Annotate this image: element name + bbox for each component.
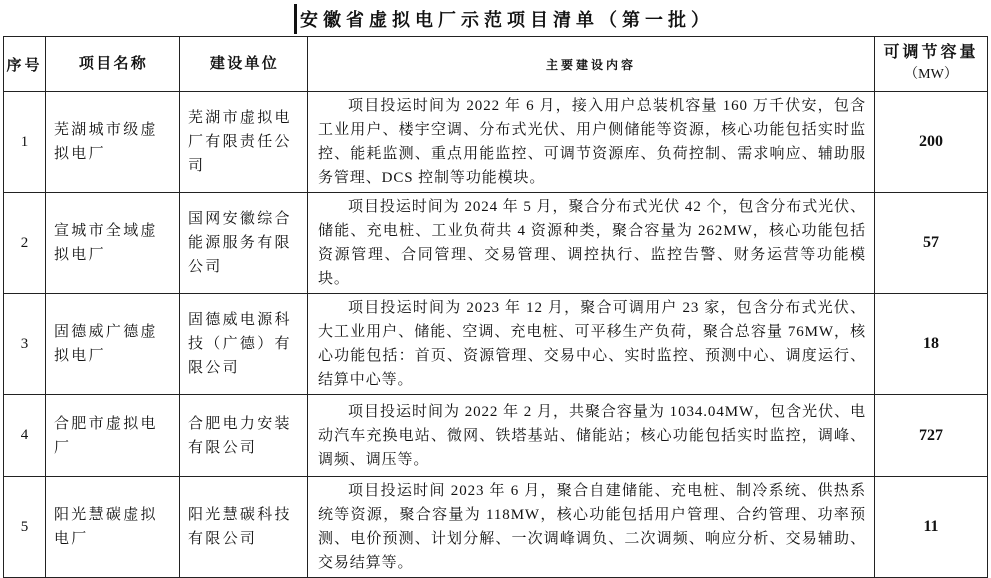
title-marker <box>294 4 297 34</box>
cell-content: 项目投运时间为 2022 年 2 月，共聚合容量为 1034.04MW，包含光伏、电动汽车充换电站、微网、铁塔基站、储能站；核心功能包括实时监控，调峰、调频、调压等。 <box>308 395 875 477</box>
cell-content: 项目投运时间 2023 年 6 月，聚合自建储能、充电桩、制冷系统、供热系统等资源，聚合容量为 118MW，核心功能包括用户管理、合约管理、功率预测、电价预测、计划分解、一次调峰调负、二次调频、响应分析、交易辅助、交易结算等。 <box>308 477 875 578</box>
cell-content: 项目投运时间为 2024 年 5 月，聚合分布式光伏 42 个，包含分布式光伏、储能、充电桩、工业负荷共 4 资源种类，聚合容量为 262MW，核心功能包括资源管理、合同管理、交易管理、调控执行、监控告警、财务运营等功能模块。 <box>308 193 875 294</box>
cell-capacity: 11 <box>875 477 988 578</box>
cell-name: 合肥市虚拟电厂 <box>46 395 180 477</box>
table-row <box>4 92 988 193</box>
cell-capacity: 727 <box>875 395 988 477</box>
cell-unit: 阳光慧碳科技有限公司 <box>180 477 308 578</box>
cell-seq: 5 <box>4 477 46 578</box>
cell-unit: 固德威电源科技（广德）有限公司 <box>180 294 308 395</box>
table-row <box>4 477 988 578</box>
table-header-row <box>4 37 988 92</box>
cell-name: 宣城市全域虚拟电厂 <box>46 193 180 294</box>
header-capacity <box>875 37 988 92</box>
project-table <box>3 36 988 578</box>
cell-unit: 芜湖市虚拟电厂有限责任公司 <box>180 92 308 193</box>
cell-unit: 合肥电力安装有限公司 <box>180 395 308 477</box>
cell-content: 项目投运时间为 2023 年 12 月，聚合可调用户 23 家，包含分布式光伏、大工业用户、储能、空调、充电桩、可平移生产负荷，聚合总容量 76MW，核心功能包括：首页、资源管理、交易中心、实时监控、预测中心、调度运行、结算中心等。 <box>308 294 875 395</box>
document-title: 安徽省虚拟电厂示范项目清单（第一批） <box>300 10 714 30</box>
table-row <box>4 294 988 395</box>
cell-content: 项目投运时间为 2022 年 6 月，接入用户总装机容量 160 万千伏安，包含工业用户、楼宇空调、分布式光伏、用户侧储能等资源，核心功能包括实时监控、能耗监测、重点用能监控、可调节资源库、负荷控制、需求响应、辅助服务管理、DCS 控制等功能模块。 <box>308 92 875 193</box>
header-name: 项目名称 <box>46 37 180 92</box>
header-capacity-label: 可调节容量 <box>883 44 979 61</box>
table-row <box>4 193 988 294</box>
cell-name: 阳光慧碳虚拟电厂 <box>46 477 180 578</box>
cell-capacity: 57 <box>875 193 988 294</box>
table-row <box>4 395 988 477</box>
cell-seq: 2 <box>4 193 46 294</box>
cell-seq: 3 <box>4 294 46 395</box>
cell-capacity: 200 <box>875 92 988 193</box>
header-capacity-unit: （MW） <box>904 67 958 82</box>
cell-capacity: 18 <box>875 294 988 395</box>
header-content: 主要建设内容 <box>308 37 875 92</box>
cell-seq: 4 <box>4 395 46 477</box>
cell-seq: 1 <box>4 92 46 193</box>
cell-name: 固德威广德虚拟电厂 <box>46 294 180 395</box>
cell-unit: 国网安徽综合能源服务有限公司 <box>180 193 308 294</box>
cell-name: 芜湖城市级虚拟电厂 <box>46 92 180 193</box>
header-unit: 建设单位 <box>180 37 308 92</box>
header-seq: 序号 <box>4 37 46 92</box>
